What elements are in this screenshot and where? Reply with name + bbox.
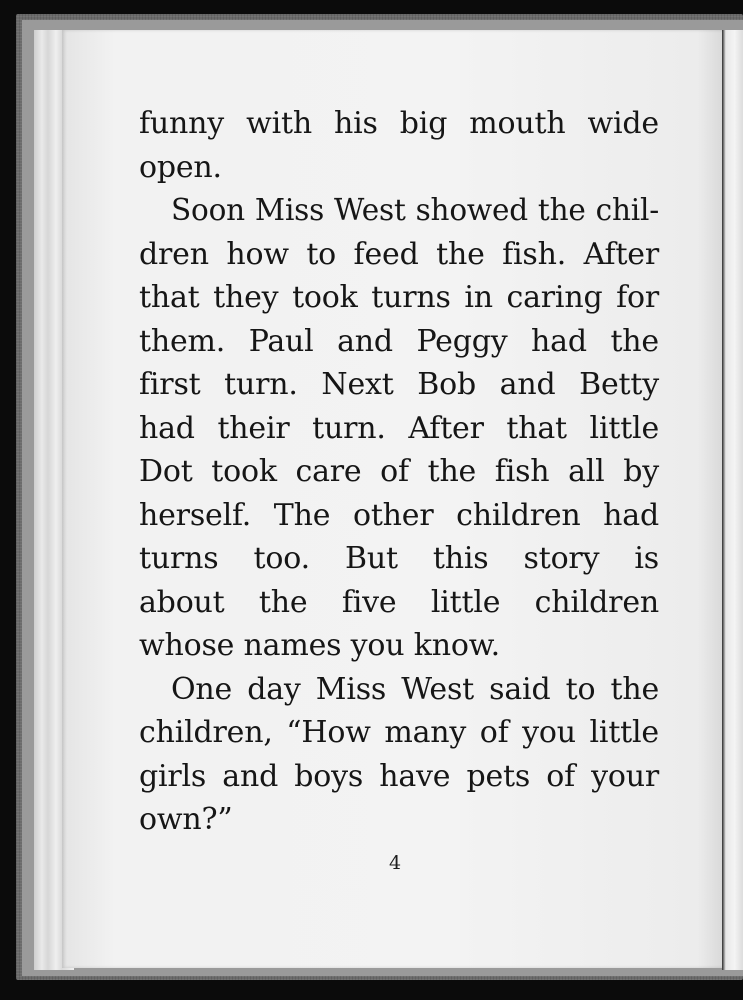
text-line: funny with his big mouth wide: [139, 106, 659, 141]
text-line: first turn. Next Bob and Betty: [139, 367, 659, 402]
text-line: herself. The other children had: [139, 497, 659, 533]
text-line: whose names you know.: [139, 628, 500, 663]
text-line: had their turn. After that little: [139, 410, 659, 446]
text-line: girls and boys have pets of your: [139, 758, 659, 794]
text-line: One day Miss West said to the: [171, 671, 659, 707]
page-number: 4: [388, 852, 402, 874]
text-line: turns too. But this story is: [139, 541, 659, 576]
text-line: about the five little children: [139, 584, 659, 620]
text-line: that they took turns in caring for: [139, 280, 659, 315]
text-line: own?”: [139, 802, 233, 837]
text-line: Soon Miss West showed the chil-: [171, 193, 659, 227]
right-page-edge: [722, 30, 743, 970]
text-line: Dot took care of the fish all by: [139, 454, 659, 489]
text-line: dren how to feed the fish. After: [139, 236, 659, 272]
text-line: open.: [139, 149, 222, 185]
body-text: [139, 102, 659, 842]
text-line: them. Paul and Peggy had the: [139, 323, 659, 359]
text-line: children, “How many of you little: [139, 715, 659, 750]
